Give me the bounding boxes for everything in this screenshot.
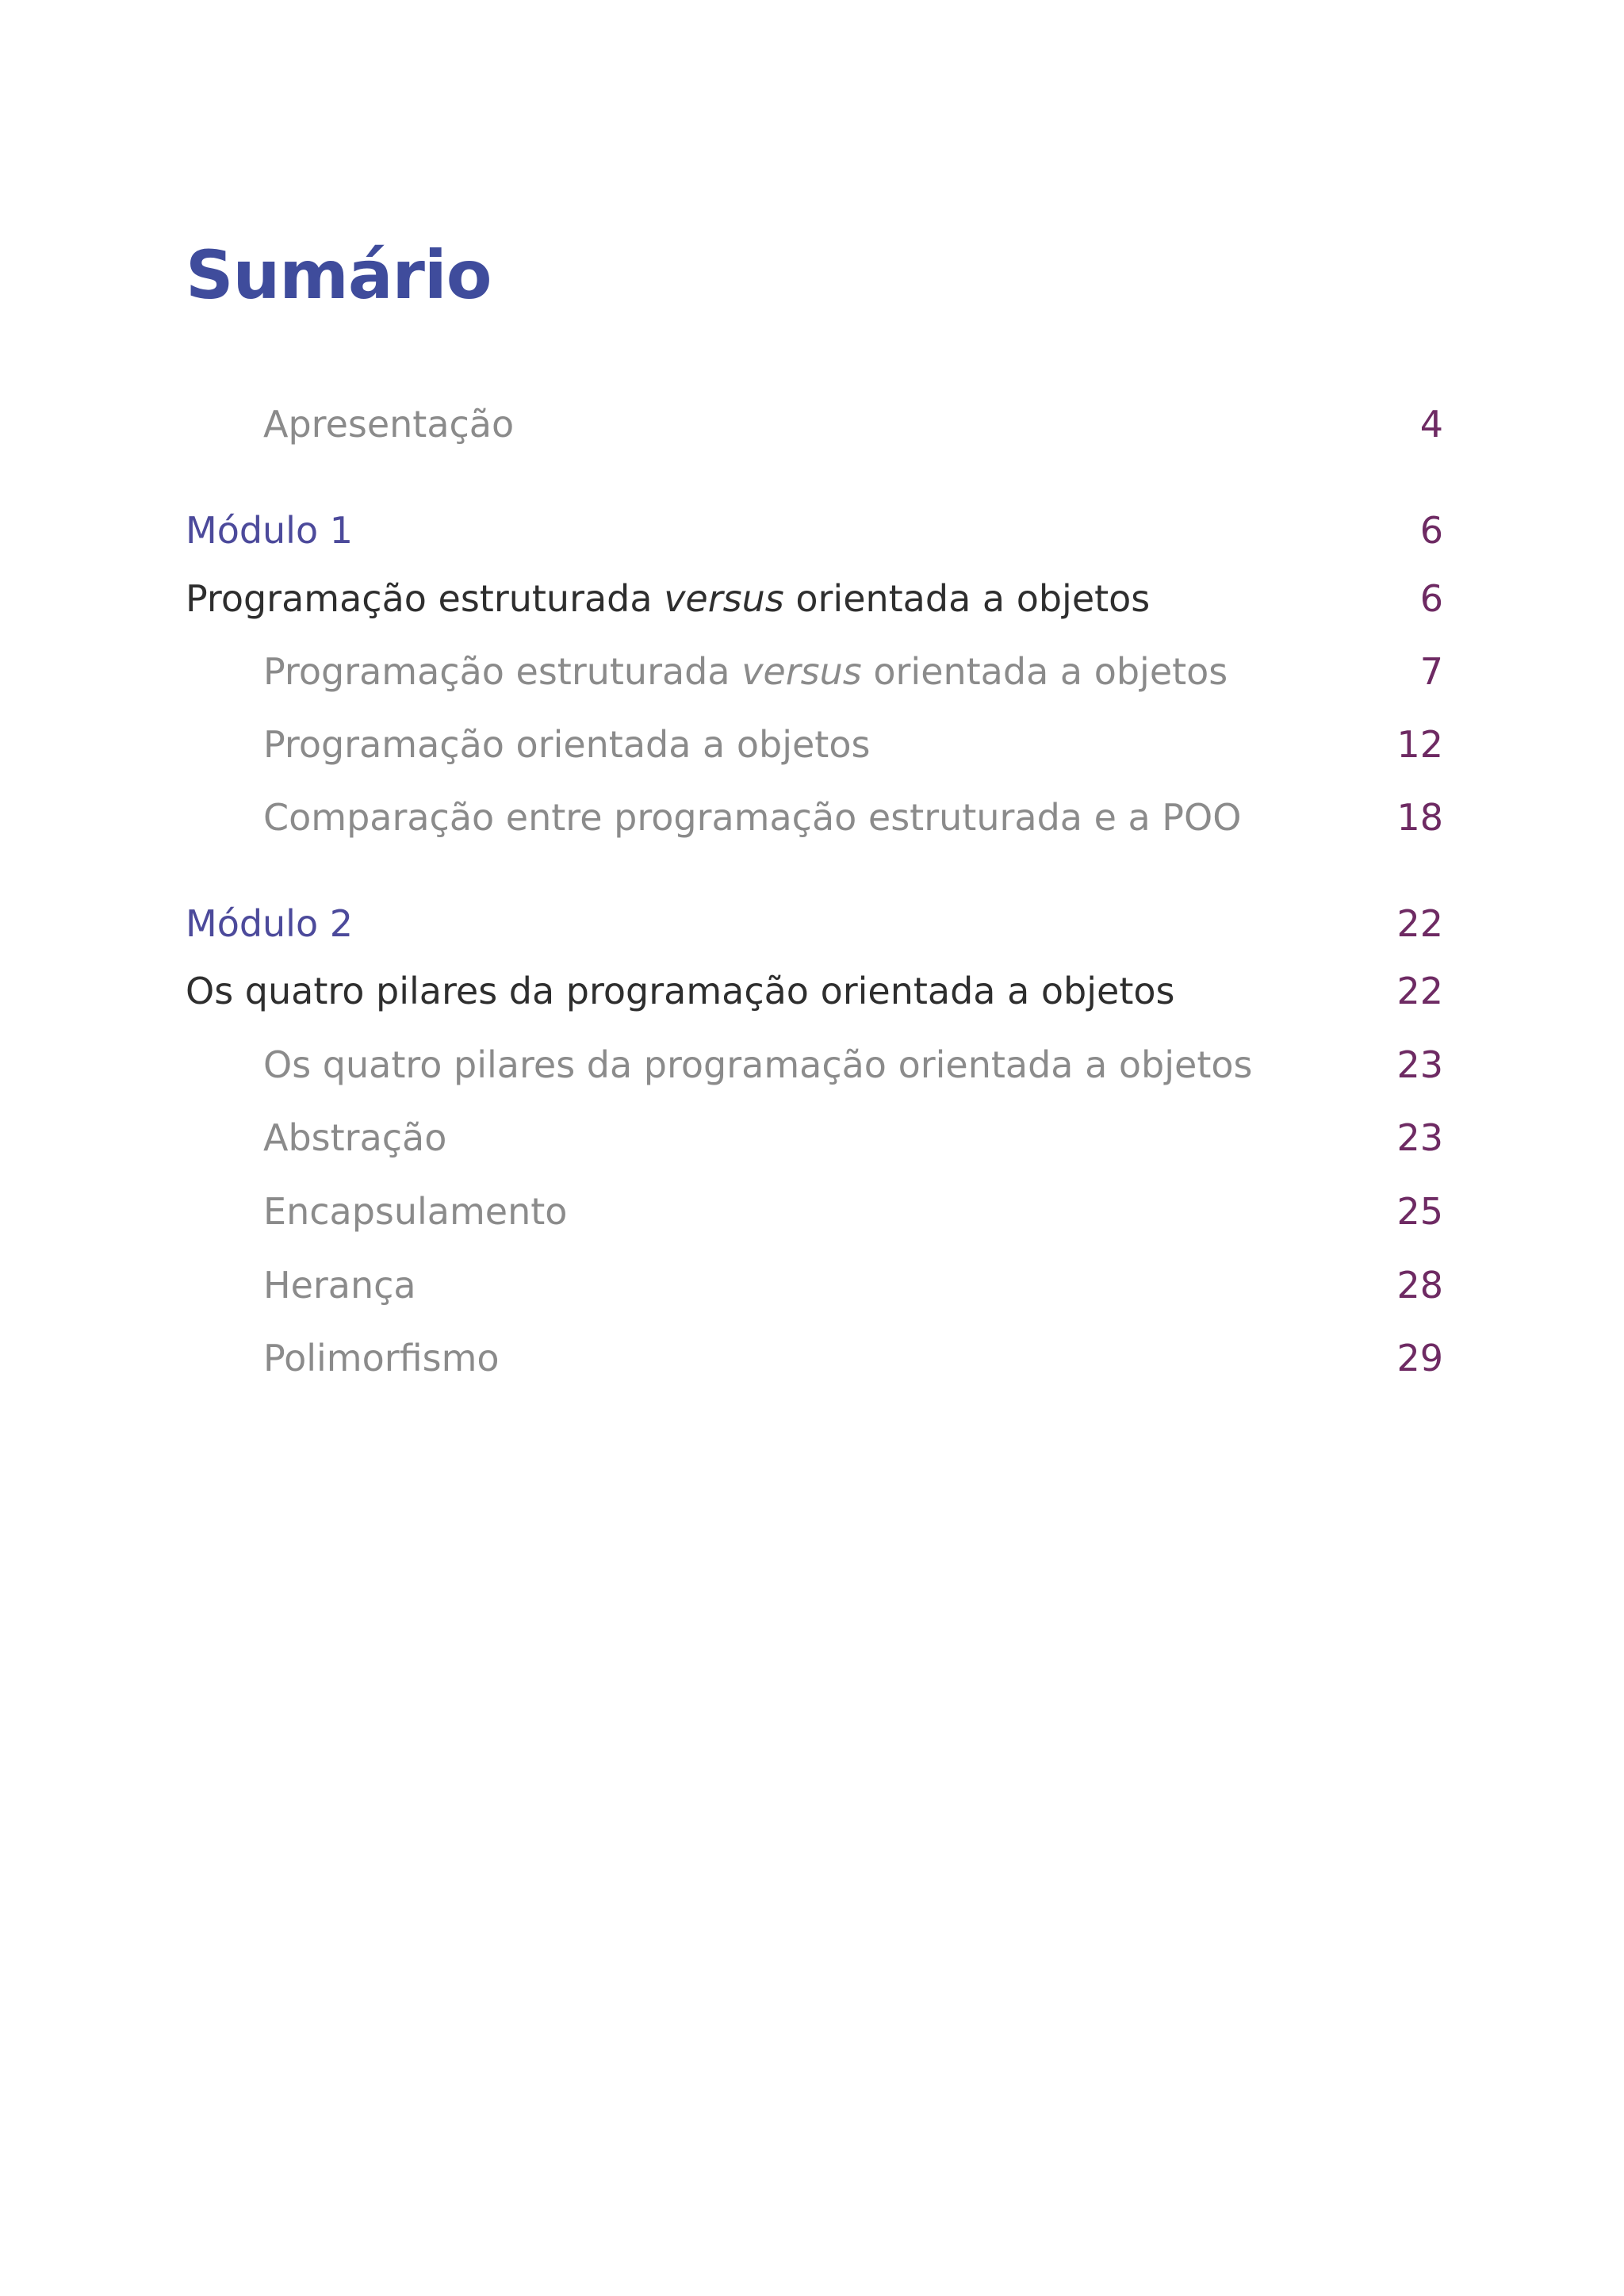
toc-entry-page: 4: [1419, 403, 1443, 446]
toc-entry-label: Comparação entre programação estruturada e a POO: [263, 796, 1242, 839]
toc-entry-label: Herança: [263, 1264, 416, 1307]
toc-entry-quatro-pilares[interactable]: [186, 1037, 1443, 1093]
toc-chapter-1[interactable]: [186, 571, 1443, 626]
toc-entry-page: 23: [1396, 1116, 1443, 1159]
toc-entry-comparacao[interactable]: [186, 790, 1443, 845]
toc-entry-page: 28: [1396, 1264, 1443, 1307]
toc-entry-label: Os quatro pilares da programação orientada a objetos: [263, 1043, 1253, 1086]
toc-entry-heranca[interactable]: [186, 1257, 1443, 1313]
toc-entry-estruturada-versus-oo[interactable]: [186, 644, 1443, 699]
toc-entry-page: 22: [1396, 902, 1443, 945]
toc-entry-page: 7: [1419, 650, 1443, 693]
toc-entry-label: Encapsulamento: [263, 1190, 568, 1233]
toc-module-2[interactable]: [186, 896, 1443, 951]
toc-module-label: Módulo 2: [186, 902, 353, 945]
page-title: Sumário: [186, 236, 492, 314]
toc-entry-page: 29: [1396, 1337, 1443, 1380]
toc-module-1[interactable]: [186, 503, 1443, 558]
toc-entry-polimorfismo[interactable]: [186, 1330, 1443, 1386]
toc-chapter-label: Programação estruturada versus orientada a objetos: [186, 577, 1151, 620]
toc-chapter-2[interactable]: [186, 963, 1443, 1019]
toc-entry-page: 12: [1396, 723, 1443, 766]
toc-entry-abstracao[interactable]: [186, 1110, 1443, 1165]
toc-entry-page: 18: [1396, 796, 1443, 839]
toc-entry-label: Abstração: [263, 1116, 447, 1159]
toc-entry-apresentacao[interactable]: [186, 396, 1443, 452]
toc-entry-poo[interactable]: [186, 717, 1443, 772]
toc-entry-page: 6: [1419, 509, 1443, 552]
toc-entry-page: 6: [1419, 577, 1443, 620]
toc-entry-label: Apresentação: [263, 403, 515, 446]
toc-entry-page: 25: [1396, 1190, 1443, 1233]
toc-entry-page: 23: [1396, 1043, 1443, 1086]
toc-entry-label: Programação orientada a objetos: [263, 723, 871, 766]
toc-chapter-label: Os quatro pilares da programação orientada a objetos: [186, 970, 1175, 1012]
toc-entry-page: 22: [1396, 970, 1443, 1012]
toc-module-label: Módulo 1: [186, 509, 353, 552]
toc-entry-label: Programação estruturada versus orientada a objetos: [263, 650, 1228, 693]
toc-entry-encapsulamento[interactable]: [186, 1184, 1443, 1239]
toc-entry-label: Polimorfismo: [263, 1337, 500, 1380]
